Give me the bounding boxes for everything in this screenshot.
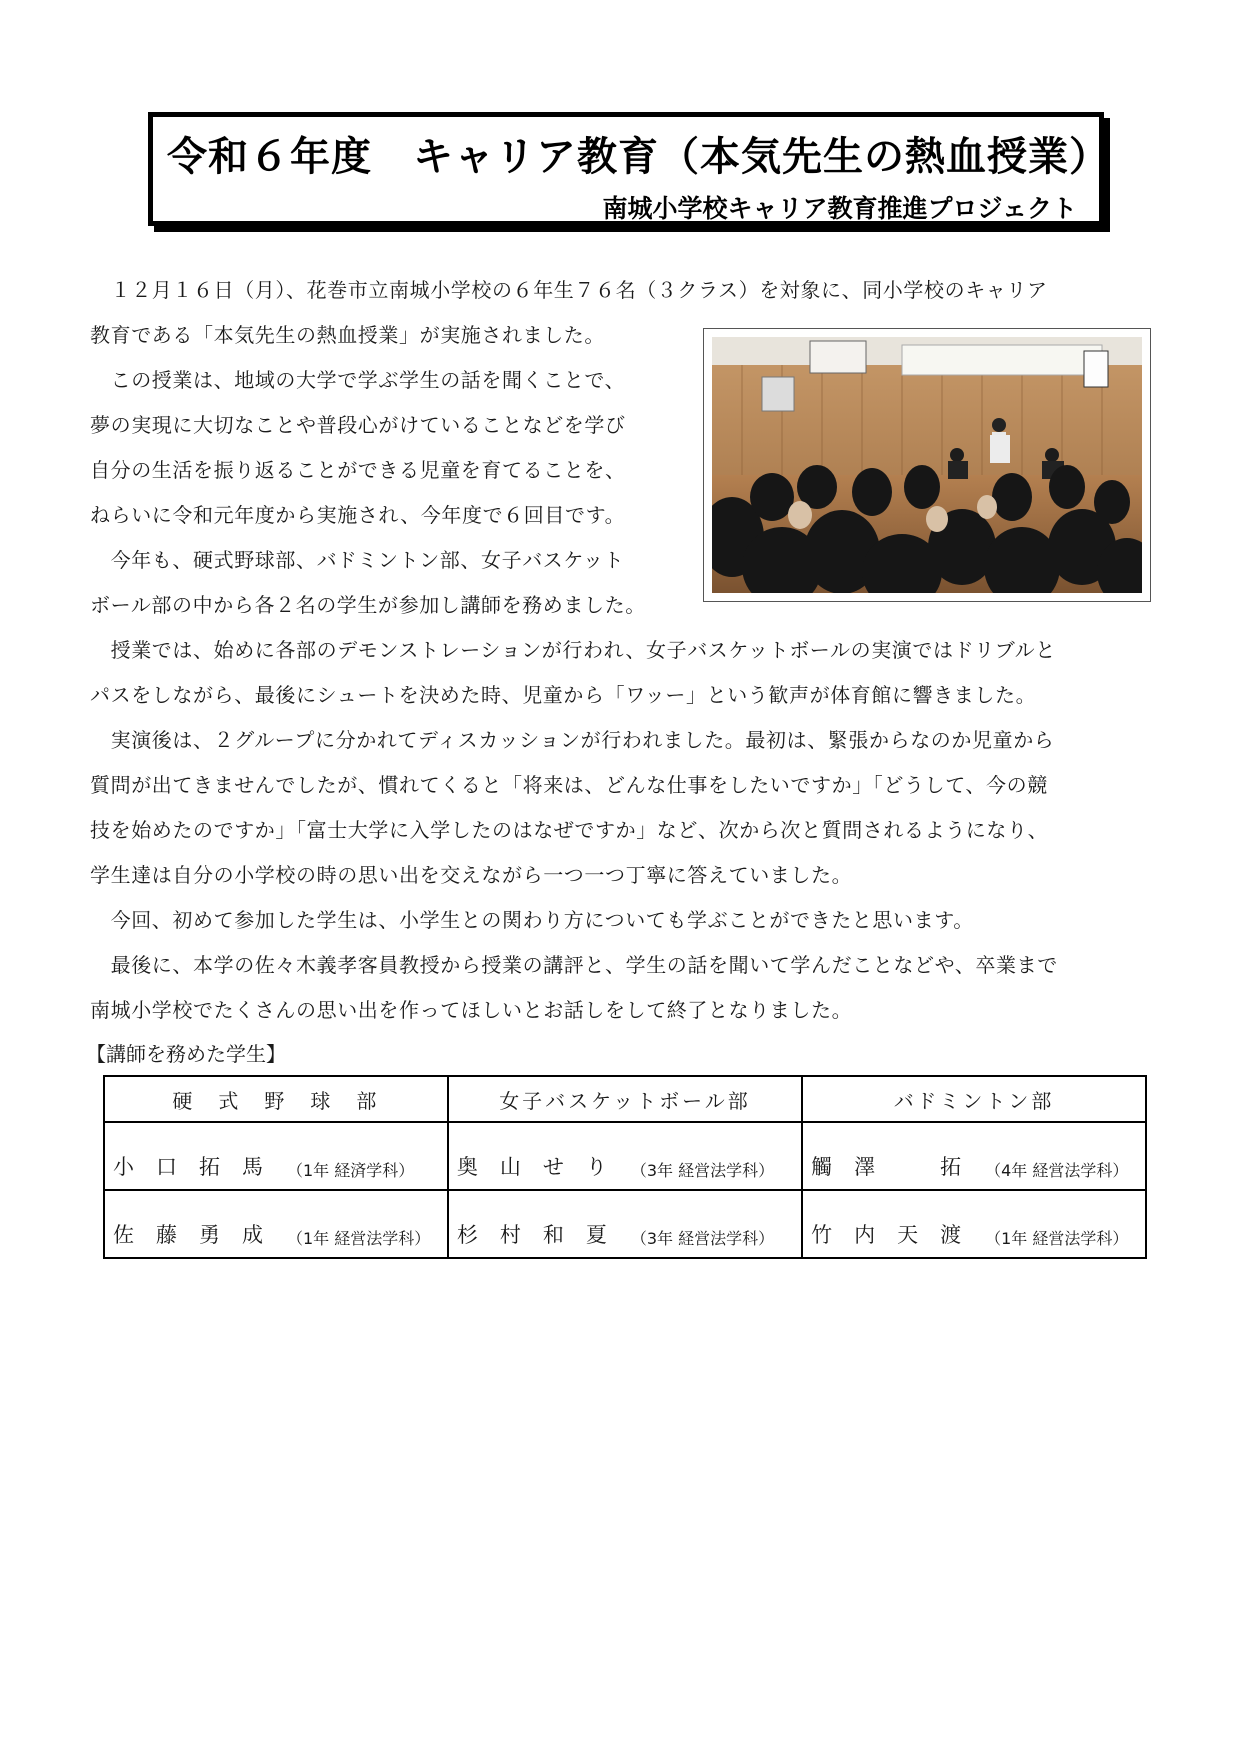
table-header-badminton: バドミントン部	[802, 1076, 1146, 1122]
page-subtitle: 南城小学校キャリア教育推進プロジェクト	[602, 194, 1077, 223]
student-dept: （3年 経営法学科）	[630, 1161, 775, 1180]
table-row	[104, 1190, 1146, 1258]
student-name: 小口拓馬	[113, 1155, 285, 1179]
table-cell	[448, 1122, 802, 1190]
body-line: 実演後は、２グループに分かれてディスカッションが行われました。最初は、緊張からなのか児童から	[90, 728, 1055, 752]
student-dept: （1年 経営法学科）	[985, 1229, 1129, 1248]
student-name: 杉村和夏	[456, 1223, 629, 1247]
table-cell	[802, 1190, 1146, 1258]
lecturers-label: 【講師を務めた学生】	[86, 1042, 286, 1066]
lecturers-table	[103, 1075, 1147, 1259]
classroom-photo	[703, 328, 1151, 602]
page-title: 令和６年度 キャリア教育（本気先生の熱血授業）	[167, 134, 1110, 180]
table-cell	[104, 1190, 448, 1258]
table-cell	[448, 1190, 802, 1258]
body-line: 技を始めたのですか」「富士大学に入学したのはなぜですか」など、次から次と質問されるようになり、	[90, 818, 1049, 842]
body-line: 授業では、始めに各部のデモンストレーションが行われ、女子バスケットボールの実演ではドリブルと	[90, 638, 1056, 662]
body-line: １２月１６日（月）、花巻市立南城小学校の６年生７６名（３クラス）を対象に、同小学校のキャリア	[90, 278, 1048, 302]
body-line: ボール部の中から各２名の学生が参加し講師を務めました。	[90, 593, 646, 617]
table-header-basketball: 女子バスケットボール部	[448, 1076, 802, 1122]
body-line: 質問が出てきませんでしたが、慣れてくると「将来は、どんな仕事をしたいですか」「どうして、今の競	[90, 773, 1048, 797]
student-name: 竹内天渡	[811, 1223, 984, 1247]
table-header-baseball: 硬 式 野 球 部	[104, 1076, 448, 1122]
student-dept: （4年 経営法学科）	[985, 1161, 1129, 1180]
student-name: 奥山せり	[456, 1155, 629, 1179]
body-line: この授業は、地域の大学で学ぶ学生の話を聞くことで、	[90, 368, 626, 392]
body-line: パスをしながら、最後にシュートを決めた時、児童から「ワッー」という歓声が体育館に響きました。	[90, 683, 1037, 707]
student-name: 佐藤勇成	[113, 1223, 285, 1247]
body-line: 夢の実現に大切なことや普段心がけていることなどを学び	[90, 413, 626, 437]
student-dept: （1年 経営法学科）	[287, 1229, 431, 1248]
body-line: 自分の生活を振り返ることができる児童を育てることを、	[90, 458, 626, 482]
body-line: 学生達は自分の小学校の時の思い出を交えながら一つ一つ丁寧に答えていました。	[90, 863, 853, 887]
body-line: 南城小学校でたくさんの思い出を作ってほしいとお話しをして終了となりました。	[90, 998, 853, 1022]
body-line: ねらいに令和元年度から実施され、今年度で６回目です。	[90, 503, 626, 527]
table-cell	[802, 1122, 1146, 1190]
body-line: 今回、初めて参加した学生は、小学生との関わり方についても学ぶことができたと思います。	[90, 908, 974, 932]
student-name: 觸澤 拓	[811, 1155, 984, 1179]
table-row	[104, 1122, 1146, 1190]
classroom-photo-image	[712, 337, 1142, 593]
student-dept: （1年 経済学科）	[287, 1161, 415, 1180]
body-line: 教育である「本気先生の熱血授業」が実施されました。	[90, 323, 605, 347]
student-dept: （3年 経営法学科）	[630, 1229, 775, 1248]
body-line: 今年も、硬式野球部、バドミントン部、女子バスケット	[90, 548, 625, 572]
title-box	[148, 112, 1110, 226]
table-cell	[104, 1122, 448, 1190]
body-line: 最後に、本学の佐々木義孝客員教授から授業の講評と、学生の話を聞いて学んだことなどや、卒業まで	[90, 953, 1058, 977]
